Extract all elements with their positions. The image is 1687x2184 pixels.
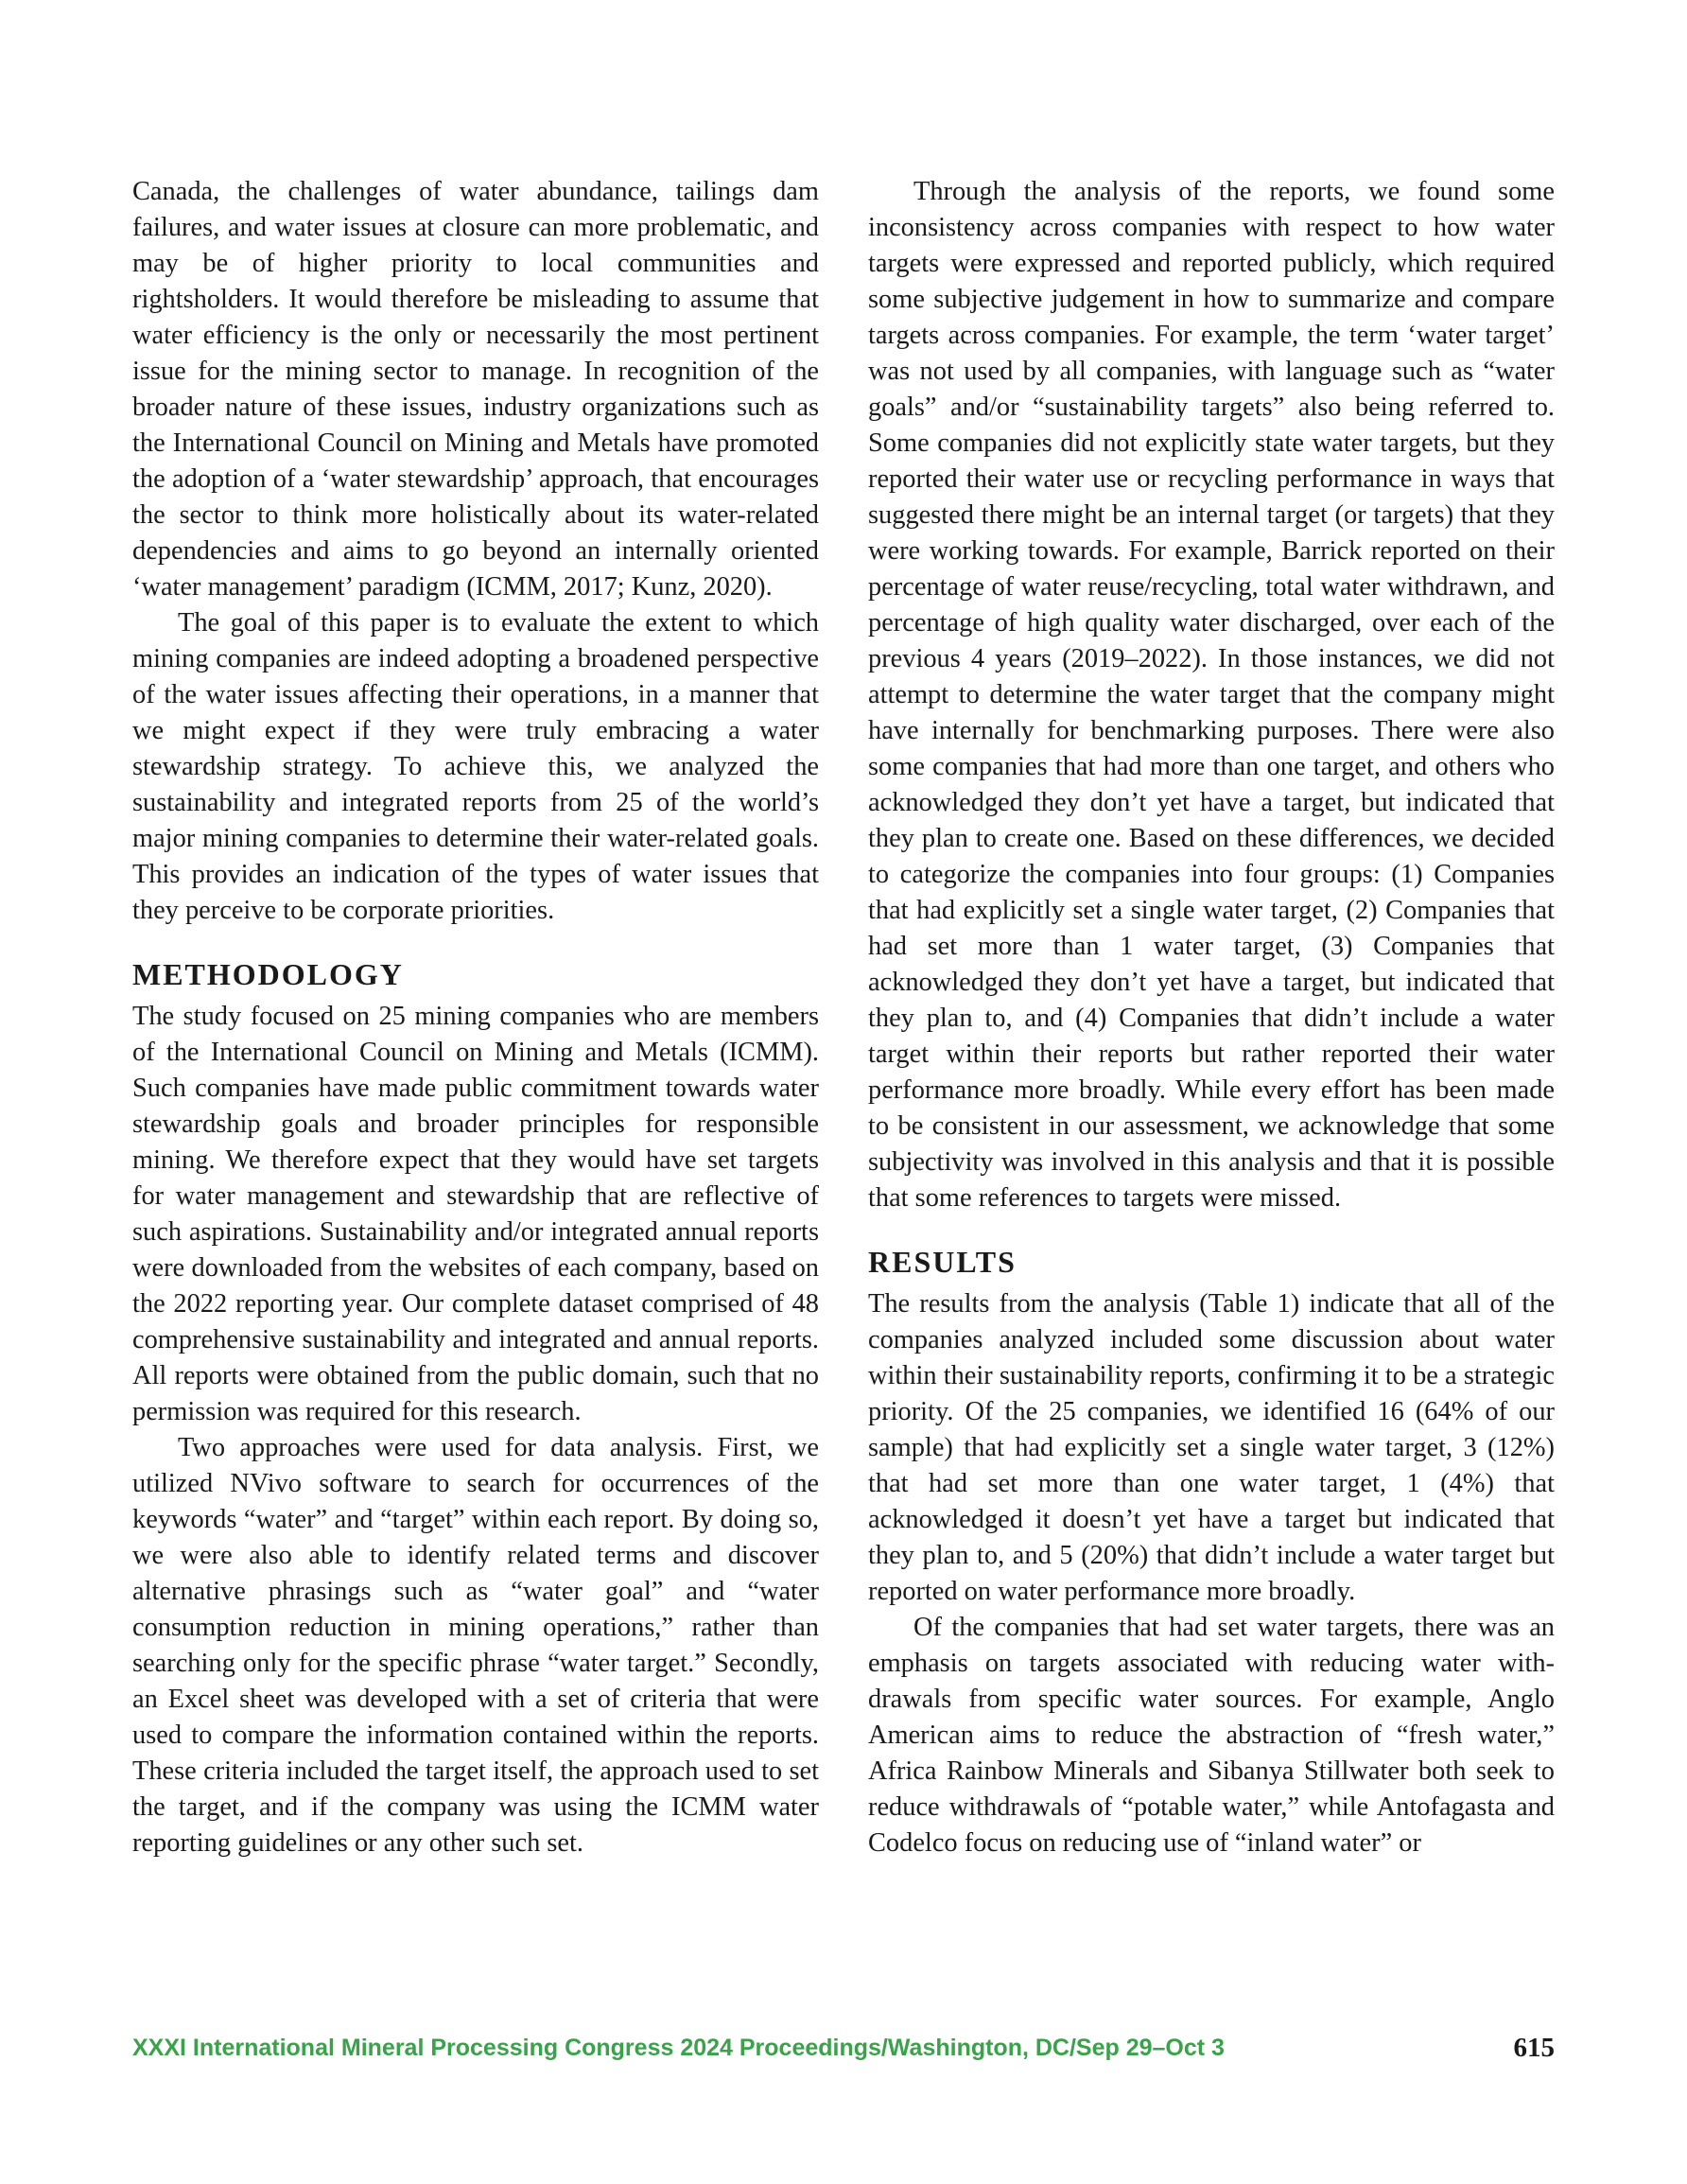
body-paragraph: Of the companies that had set water targets, there was an emphasis on targets associated with reducing water withdrawals from specific water sources. For example, Anglo American aims to reduce the abstraction of “fresh water,” Africa Rainbow Minerals and Sibanya Stillwater both seek to reduce withdrawals of “potable water,” while Antofagasta and Codelco focus on reducing use of “inland water” or <box>868 1613 1555 1858</box>
body-paragraph: The results from the analysis (Table 1) indicate that all of the companies analyzed included some discussion about water within their sustainability reports, confirming it to be a strategic priority. Of the 25 companies, we identified 16 (64% of our sample) that had explicitly set a single water target, 3 (12%) that had set more than one water target, 1 (4%) that acknowledged it doesn’t yet have a target but indicated that they plan to, and 5 (20%) that didn’t include a water target but reported on water performance more broadly. <box>868 1289 1555 1606</box>
section-heading-results: RESULTS <box>868 1245 1017 1279</box>
right-column <box>868 174 1555 1861</box>
page-footer <box>132 2035 1555 2072</box>
left-column <box>132 174 819 1861</box>
body-paragraph: Through the analysis of the reports, we found some inconsistency across companies with respect to how water targets were expressed and reported publicly, which required some subjective judgement in how to summarize and compare targets across companies. For example, the term ‘water target’ was not used by all companies, with language such as “water goals” and/or “sustainability targets” also being referred to. Some companies did not explicitly state water targets, but they reported their water use or recycling performance in ways that suggested there might be an internal target (or targets) that they were working towards. For example, Barrick reported on their percentage of water reuse/recycling, total water withdrawn, and percentage of high quality water discharged, over each of the previous 4 years (2019–2022). In those instances, we did not attempt to determine the water target that the company might have internally for benchmarking purposes. There were also some companies that had more than one target, and others who acknowledged they don’t yet have a target, but indicated that they plan to create one. Based on these differences, we decided to categorize the companies into four groups: (1) Companies that had explicitly set a single water target, (2) Companies that had set more than 1 water target, (3) Companies that acknowledged they don’t yet have a target, but indicated that they plan to, and (4) Companies that didn’t include a water target within their reports but rather reported their water performance more broadly. While every effort has been made to be consistent in our assessment, we acknowledge that some subjectivity was involved in this analysis and that it is possible that some references to targets were missed. <box>868 177 1555 1213</box>
footer-conference-title: XXXI International Mineral Processing Congress 2024 Proceedings/Washington, DC/Sep 29–Oct 3 <box>132 2035 1225 2061</box>
section-heading-methodology: METHODOLOGY <box>132 957 404 991</box>
page-number: 615 <box>1513 2033 1555 2063</box>
body-paragraph: Two approaches were used for data analysis. First, we utilized NVivo software to search for occurrences of the keywords “water” and “target” within each report. By doing so, we were also able to identify related terms and discover alternative phrasings such as “water goal” and “water consumption reduction in mining operations,” rather than searching only for the specific phrase “water target.” Secondly, an Excel sheet was developed with a set of criteria that were used to compare the information contained within the reports. These criteria included the target itself, the approach used to set the target, and if the company was using the ICMM water reporting guidelines or any other such set. <box>132 1433 819 1858</box>
body-paragraph: The study focused on 25 mining companies who are members of the International Council on Mining and Metals (ICMM). Such companies have made public commitment towards water stewardship goals and broader principles for responsible mining. We therefore expect that they would have set targets for water management and stewardship that are reflective of such aspirations. Sustainability and/or integrated annual reports were downloaded from the websites of each company, based on the 2022 reporting year. Our complete dataset comprised of 48 comprehensive sustainability and integrated and annual reports. All reports were obtained from the public domain, such that no permission was required for this research. <box>132 1002 819 1426</box>
body-paragraph: The goal of this paper is to evaluate the extent to which mining companies are indeed adopting a broadened perspective of the water issues affecting their operations, in a manner that we might expect if they were truly embracing a water stewardship strategy. To achieve this, we analyzed the sustainability and integrated reports from 25 of the world’s major mining companies to determine their water-related goals. This provides an indication of the types of water issues that they perceive to be corporate priorities. <box>132 608 819 925</box>
body-paragraph: Canada, the challenges of water abundance, tailings dam failures, and water issues at closure can more problematic, and may be of higher priority to local communities and rightsholders. It would therefore be misleading to assume that water efficiency is the only or necessarily the most pertinent issue for the mining sector to manage. In recognition of the broader nature of these issues, industry organizations such as the International Council on Mining and Metals have promoted the adoption of a ‘water stewardship’ approach, that encourages the sector to think more holistically about its water-related dependencies and aims to go beyond an internally oriented ‘water management’ paradigm (ICMM, 2017; Kunz, 2020). <box>132 177 819 602</box>
